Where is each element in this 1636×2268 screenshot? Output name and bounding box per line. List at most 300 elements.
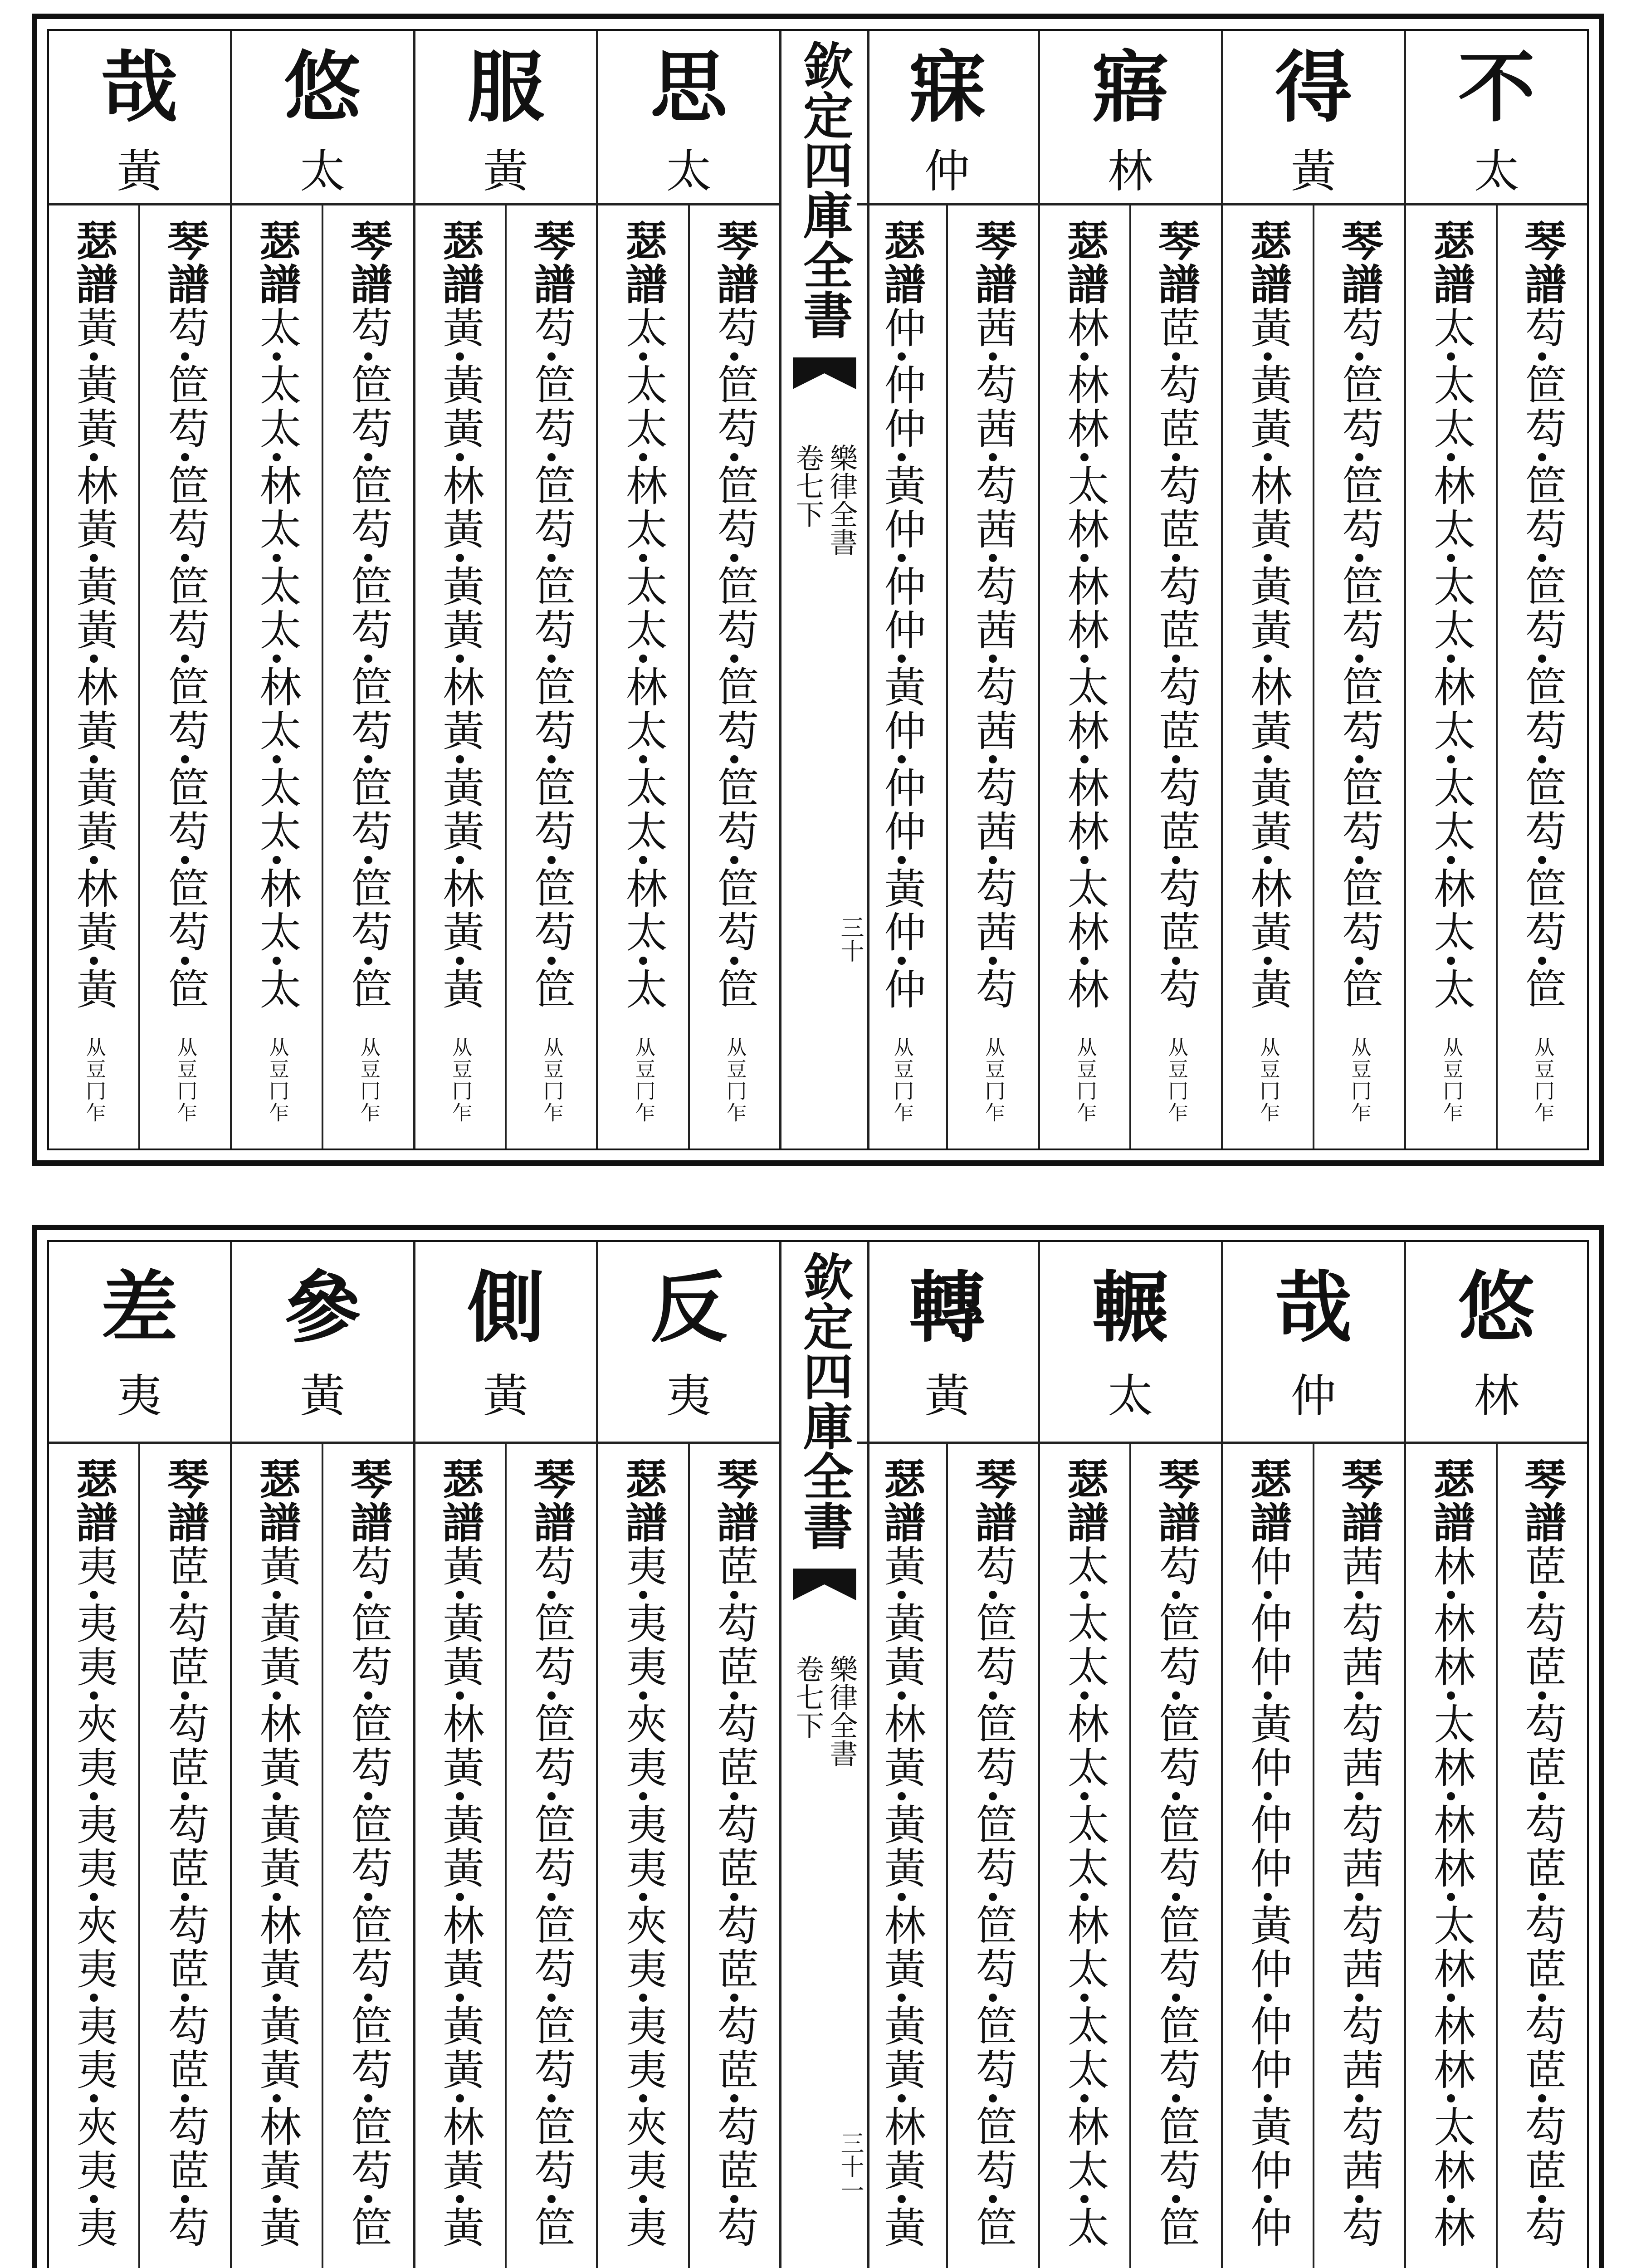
beat-dot [1264, 856, 1272, 864]
lyric-head [415, 31, 596, 205]
beat-dot [898, 2094, 906, 2102]
notation-columns [232, 205, 413, 1149]
lyric-block [1040, 31, 1223, 1149]
lyric-block [415, 1242, 599, 2268]
beat-dot [639, 957, 647, 965]
fingering-mark: 从豆冂乍 [982, 1037, 1005, 1124]
beat-dot [1447, 2195, 1455, 2203]
beat-dot [1447, 1591, 1455, 1599]
beat-dot [639, 2094, 647, 2102]
lyric-character: 寐 [908, 42, 986, 133]
beat-dot [730, 453, 738, 461]
beat-dot [1538, 1792, 1546, 1800]
beat-dot [1264, 957, 1272, 965]
beat-dot [989, 1994, 997, 2002]
beat-dot [547, 453, 556, 461]
beat-dot [181, 352, 189, 361]
beat-dot [1264, 554, 1272, 562]
lyric-block [49, 1242, 232, 2268]
beat-dot [1447, 957, 1455, 965]
beat-dot [1264, 1591, 1272, 1599]
beat-dot [273, 1591, 281, 1599]
beat-dot [1172, 1792, 1180, 1800]
beat-dot [730, 554, 738, 562]
beat-dot [1447, 655, 1455, 663]
beat-dot [730, 856, 738, 864]
lyric-head [415, 1242, 596, 1444]
se-column-text: 瑟譜黃黃黃林黃黃黃林黃黃黃林黃黃 [69, 219, 118, 1011]
qin-column-text: 琴譜茝芶茝芶茝芶茝芶茝芶茝芶茝芶 [161, 1457, 210, 2249]
pitch-note: 仲 [1290, 1369, 1336, 1422]
beat-dot [1172, 453, 1180, 461]
beat-dot [1447, 2094, 1455, 2102]
beat-dot [730, 957, 738, 965]
qin-column [323, 205, 413, 1149]
qin-column [690, 205, 779, 1149]
beat-dot [639, 1691, 647, 1700]
beat-dot [456, 957, 464, 965]
lyric-block [1040, 1242, 1223, 2268]
lyric-character: 得 [1275, 42, 1352, 133]
lyric-block [857, 31, 1040, 1149]
beat-dot [181, 2094, 189, 2102]
qin-column-text: 琴譜芶笸芶笸芶笸芶笸芶笸芶笸芶笸 [527, 219, 576, 1011]
se-column-text: 瑟譜夷夷夷夾夷夷夷夾夷夷夷夾夷夷 [69, 1457, 118, 2249]
beat-dot [898, 755, 906, 763]
beat-dot [273, 1691, 281, 1700]
fingering-mark: 从豆冂乍 [631, 1037, 655, 1124]
beat-dot [1172, 2094, 1180, 2102]
beat-dot [90, 2195, 98, 2203]
beat-dot [547, 1994, 556, 2002]
top-folio: 三十 [836, 915, 864, 963]
beat-dot [181, 1591, 189, 1599]
beat-dot [364, 655, 372, 663]
beat-dot [1172, 655, 1180, 663]
se-column [49, 205, 140, 1149]
fingering-mark: 从豆冂乍 [1531, 1037, 1554, 1124]
se-column [415, 205, 507, 1149]
beat-dot [1080, 1893, 1089, 1901]
beat-dot [90, 1792, 98, 1800]
se-column [857, 205, 948, 1149]
beat-dot [730, 352, 738, 361]
pitch-note: 黃 [483, 145, 528, 198]
beat-dot [1264, 755, 1272, 763]
beat-dot [1172, 957, 1180, 965]
beat-dot [1080, 2195, 1089, 2203]
beat-dot [90, 755, 98, 763]
beat-dot [1264, 1691, 1272, 1700]
beat-dot [1355, 655, 1363, 663]
beat-dot [273, 1994, 281, 2002]
beat-dot [547, 1691, 556, 1700]
beat-dot [364, 2195, 372, 2203]
beat-dot [456, 755, 464, 763]
top-right-half [857, 31, 1587, 1149]
qin-column [948, 205, 1037, 1149]
lyric-character: 思 [650, 42, 728, 133]
beat-dot [989, 352, 997, 361]
qin-column [323, 1444, 413, 2268]
notation-columns [1040, 1444, 1221, 2268]
beat-dot [273, 755, 281, 763]
se-column-text: 瑟譜黃黃黃林黃黃黃林黃黃黃林黃黃 [435, 1457, 485, 2249]
beat-dot [181, 1792, 189, 1800]
beat-dot [639, 554, 647, 562]
se-column [49, 1444, 140, 2268]
beat-dot [547, 2094, 556, 2102]
lyric-head [232, 31, 413, 205]
lyric-block [232, 1242, 415, 2268]
beat-dot [730, 655, 738, 663]
beat-dot [898, 352, 906, 361]
pitch-note: 太 [666, 145, 712, 198]
beat-dot [90, 453, 98, 461]
lyric-character: 哉 [101, 42, 178, 133]
beat-dot [730, 1893, 738, 1901]
lyric-head [1040, 1242, 1221, 1444]
se-column-text: 瑟譜太太太林太太太林太太太林太太 [618, 219, 668, 1011]
beat-dot [898, 453, 906, 461]
beat-dot [1080, 755, 1089, 763]
beat-dot [898, 655, 906, 663]
lyric-block [415, 31, 599, 1149]
beat-dot [181, 554, 189, 562]
se-column-text: 瑟譜仲仲仲黃仲仲仲黃仲仲仲黃仲仲 [877, 219, 926, 1011]
beat-dot [1264, 1893, 1272, 1901]
fingering-mark: 从豆冂乍 [449, 1037, 472, 1124]
beat-dot [456, 1691, 464, 1700]
fingering-mark: 从豆冂乍 [1164, 1037, 1188, 1124]
beat-dot [898, 957, 906, 965]
beat-dot [1355, 554, 1363, 562]
beat-dot [1447, 453, 1455, 461]
beat-dot [273, 957, 281, 965]
se-column [1223, 1444, 1314, 2268]
beat-dot [1355, 1792, 1363, 1800]
center-book: 樂律全書 卷七下 [791, 1655, 858, 1767]
beat-dot [730, 1591, 738, 1599]
lyric-character: 哉 [1275, 1262, 1352, 1353]
beat-dot [1080, 856, 1089, 864]
lyric-head [1406, 1242, 1587, 1444]
beat-dot [273, 352, 281, 361]
se-column-text: 瑟譜太太太林太太太林太太太林太太 [1060, 1457, 1109, 2249]
lyric-head [857, 1242, 1038, 1444]
beat-dot [639, 755, 647, 763]
beat-dot [1538, 856, 1546, 864]
beat-dot [1355, 1691, 1363, 1700]
beat-dot [90, 856, 98, 864]
beat-dot [181, 856, 189, 864]
beat-dot [898, 1893, 906, 1901]
beat-dot [730, 1994, 738, 2002]
top-left-half [49, 31, 779, 1149]
beat-dot [1172, 2195, 1180, 2203]
lyric-block [598, 31, 779, 1149]
lyric-head [1223, 1242, 1404, 1444]
pitch-note: 太 [300, 145, 346, 198]
se-column [415, 1444, 507, 2268]
bottom-page [32, 1225, 1604, 2268]
beat-dot [989, 1792, 997, 1800]
beat-dot [1172, 755, 1180, 763]
se-column-text: 瑟譜黃黃黃林黃黃黃林黃黃黃林黃黃 [1243, 219, 1293, 1011]
lyric-block [1406, 31, 1587, 1149]
beat-dot [273, 554, 281, 562]
beat-dot [547, 856, 556, 864]
beat-dot [639, 1994, 647, 2002]
beat-dot [90, 957, 98, 965]
qin-column [1498, 1444, 1587, 2268]
pitch-note: 夷 [117, 1369, 162, 1422]
se-column-text: 瑟譜太太太林太太太林太太太林太太 [1426, 219, 1475, 1011]
beat-dot [273, 453, 281, 461]
qin-column [1131, 205, 1221, 1149]
pitch-note: 夷 [666, 1369, 712, 1422]
beat-dot [1355, 1994, 1363, 2002]
beat-dot [547, 755, 556, 763]
beat-dot [547, 1893, 556, 1901]
beat-dot [1538, 1893, 1546, 1901]
beat-dot [989, 453, 997, 461]
beat-dot [1538, 453, 1546, 461]
beat-dot [273, 655, 281, 663]
beat-dot [456, 2195, 464, 2203]
beat-dot [989, 554, 997, 562]
beat-dot [639, 1591, 647, 1599]
pitch-note: 黃 [300, 1369, 346, 1422]
pitch-note: 林 [1474, 1369, 1519, 1422]
beat-dot [1080, 957, 1089, 965]
beat-dot [1447, 352, 1455, 361]
beat-dot [1172, 1893, 1180, 1901]
beat-dot [1080, 655, 1089, 663]
beat-dot [1355, 2195, 1363, 2203]
pitch-note: 黃 [483, 1369, 528, 1422]
qin-column-text: 琴譜芶笸芶笸芶笸芶笸芶笸芶笸芶笸 [1334, 219, 1384, 1011]
lyric-head [857, 31, 1038, 205]
beat-dot [547, 957, 556, 965]
beat-dot [1355, 755, 1363, 763]
se-column [1040, 205, 1131, 1149]
beat-dot [1447, 856, 1455, 864]
lyric-character: 不 [1458, 42, 1535, 133]
qin-column-text: 琴譜芶笸芶笸芶笸芶笸芶笸芶笸芶笸 [1518, 219, 1567, 1011]
beat-dot [456, 1893, 464, 1901]
beat-dot [989, 1691, 997, 1700]
fingering-mark: 从豆冂乍 [1256, 1037, 1280, 1124]
beat-dot [1172, 1691, 1180, 1700]
qin-column [140, 1444, 230, 2268]
beat-dot [1264, 655, 1272, 663]
beat-dot [1538, 352, 1546, 361]
se-column-text: 瑟譜黃黃黃林黃黃黃林黃黃黃林黃黃 [877, 1457, 926, 2249]
se-column-text: 瑟譜黃黃黃林黃黃黃林黃黃黃林黃黃 [435, 219, 485, 1011]
qin-column-text: 琴譜芶笸芶笸芶笸芶笸芶笸芶笸芶笸 [343, 1457, 393, 2249]
beat-dot [547, 352, 556, 361]
beat-dot [364, 1691, 372, 1700]
beat-dot [456, 1994, 464, 2002]
qin-column-text: 琴譜茝芶茝芶茝芶茝芶茝芶茝芶茝芶 [1151, 219, 1201, 1011]
notation-columns [1223, 1444, 1404, 2268]
beat-dot [639, 2195, 647, 2203]
beat-dot [273, 1792, 281, 1800]
beat-dot [456, 856, 464, 864]
notation-columns [598, 205, 779, 1149]
beat-dot [1355, 2094, 1363, 2102]
beat-dot [1264, 1994, 1272, 2002]
lyric-head [1406, 31, 1587, 205]
beat-dot [364, 352, 372, 361]
beat-dot [1355, 856, 1363, 864]
se-column [598, 1444, 689, 2268]
notation-columns [598, 1444, 779, 2268]
notation-columns [1223, 205, 1404, 1149]
beat-dot [1355, 1893, 1363, 1901]
beat-dot [898, 1994, 906, 2002]
lyric-head [49, 1242, 230, 1444]
se-column [1406, 205, 1497, 1149]
se-column [857, 1444, 948, 2268]
beat-dot [90, 1994, 98, 2002]
fingering-mark: 从豆冂乍 [540, 1037, 563, 1124]
lyric-block [232, 31, 415, 1149]
se-column-text: 瑟譜夷夷夷夾夷夷夷夾夷夷夷夾夷夷 [618, 1457, 668, 2249]
qin-column-text: 琴譜芶笸芶笸芶笸芶笸芶笸芶笸芶笸 [527, 1457, 576, 2249]
qin-column-text: 琴譜芶笸芶笸芶笸芶笸芶笸芶笸芶笸 [343, 219, 393, 1011]
beat-dot [730, 755, 738, 763]
beat-dot [456, 655, 464, 663]
lyric-block [857, 1242, 1040, 2268]
fish-tail-mark [793, 357, 856, 389]
beat-dot [181, 655, 189, 663]
beat-dot [1264, 2195, 1272, 2203]
se-column-text: 瑟譜林林林太林林林太林林林太林林 [1426, 1457, 1475, 2249]
bottom-center-column [779, 1242, 869, 2268]
fingering-mark: 从豆冂乍 [890, 1037, 913, 1124]
notation-columns [232, 1444, 413, 2268]
lyric-character: 服 [467, 42, 544, 133]
lyric-head [1040, 31, 1221, 205]
beat-dot [90, 352, 98, 361]
beat-dot [90, 1591, 98, 1599]
qin-column [1314, 1444, 1404, 2268]
qin-column-text: 琴譜茝芶茝芶茝芶茝芶茝芶茝芶茝芶 [710, 1457, 759, 2249]
beat-dot [181, 1994, 189, 2002]
lyric-head [598, 1242, 779, 1444]
lyric-head [1223, 31, 1404, 205]
beat-dot [456, 554, 464, 562]
beat-dot [639, 856, 647, 864]
se-column [1223, 205, 1314, 1149]
beat-dot [989, 1893, 997, 1901]
center-title: 欽定四庫全書 [795, 40, 854, 339]
se-column [1406, 1444, 1497, 2268]
beat-dot [90, 1893, 98, 1901]
beat-dot [1080, 1994, 1089, 2002]
beat-dot [1538, 1591, 1546, 1599]
beat-dot [989, 755, 997, 763]
se-column-text: 瑟譜仲仲仲黃仲仲仲黃仲仲仲黃仲仲 [1243, 1457, 1293, 2249]
beat-dot [898, 1792, 906, 1800]
lyric-head [598, 31, 779, 205]
se-column [598, 205, 689, 1149]
fish-tail-mark [793, 1569, 856, 1600]
beat-dot [1447, 1994, 1455, 2002]
qin-column-text: 琴譜芶笸芶笸芶笸芶笸芶笸芶笸芶笸 [1151, 1457, 1201, 2249]
qin-column-text: 琴譜茜芶茜芶茜芶茜芶茜芶茜芶茜芶 [1334, 1457, 1384, 2249]
bottom-page-frame [47, 1240, 1589, 2268]
beat-dot [1080, 1792, 1089, 1800]
se-column-text: 瑟譜太太太林太太太林太太太林太太 [252, 219, 302, 1011]
beat-dot [989, 2195, 997, 2203]
se-column-text: 瑟譜林林林太林林林太林林林太林林 [1060, 219, 1109, 1011]
beat-dot [456, 1591, 464, 1599]
qin-column [1498, 205, 1587, 1149]
beat-dot [1080, 352, 1089, 361]
bottom-left-half [49, 1242, 779, 2268]
pitch-note: 黃 [1290, 145, 1336, 198]
notation-columns [49, 205, 230, 1149]
beat-dot [181, 2195, 189, 2203]
beat-dot [1264, 2094, 1272, 2102]
beat-dot [1080, 453, 1089, 461]
beat-dot [456, 1792, 464, 1800]
pitch-note: 仲 [924, 145, 970, 198]
beat-dot [1080, 1591, 1089, 1599]
lyric-block [1223, 1242, 1406, 2268]
beat-dot [456, 453, 464, 461]
top-page [32, 14, 1604, 1166]
beat-dot [90, 2094, 98, 2102]
lyric-character: 參 [284, 1262, 361, 1353]
lyric-character: 悠 [1458, 1262, 1535, 1353]
beat-dot [989, 655, 997, 663]
beat-dot [639, 352, 647, 361]
lyric-character: 側 [467, 1262, 544, 1353]
beat-dot [1538, 1994, 1546, 2002]
bottom-right-half [857, 1242, 1587, 2268]
fingering-mark: 从豆冂乍 [82, 1037, 106, 1124]
beat-dot [1080, 554, 1089, 562]
beat-dot [1538, 655, 1546, 663]
notation-columns [1040, 205, 1221, 1149]
beat-dot [1264, 453, 1272, 461]
lyric-head [232, 1242, 413, 1444]
pitch-note: 太 [1474, 145, 1519, 198]
beat-dot [90, 1691, 98, 1700]
bottom-folio: 三十一 [836, 2131, 864, 2202]
lyric-block [1223, 31, 1406, 1149]
top-center-column [779, 31, 869, 1149]
beat-dot [898, 856, 906, 864]
se-column-text: 瑟譜黃黃黃林黃黃黃林黃黃黃林黃黃 [252, 1457, 302, 2249]
beat-dot [1538, 755, 1546, 763]
beat-dot [730, 1691, 738, 1700]
beat-dot [273, 856, 281, 864]
beat-dot [639, 655, 647, 663]
beat-dot [639, 1792, 647, 1800]
beat-dot [1080, 1691, 1089, 1700]
lyric-character: 悠 [284, 42, 361, 133]
lyric-block [49, 31, 232, 1149]
fingering-mark: 从豆冂乍 [723, 1037, 747, 1124]
beat-dot [1355, 352, 1363, 361]
qin-column [507, 205, 596, 1149]
fingering-mark: 从豆冂乍 [1073, 1037, 1097, 1124]
